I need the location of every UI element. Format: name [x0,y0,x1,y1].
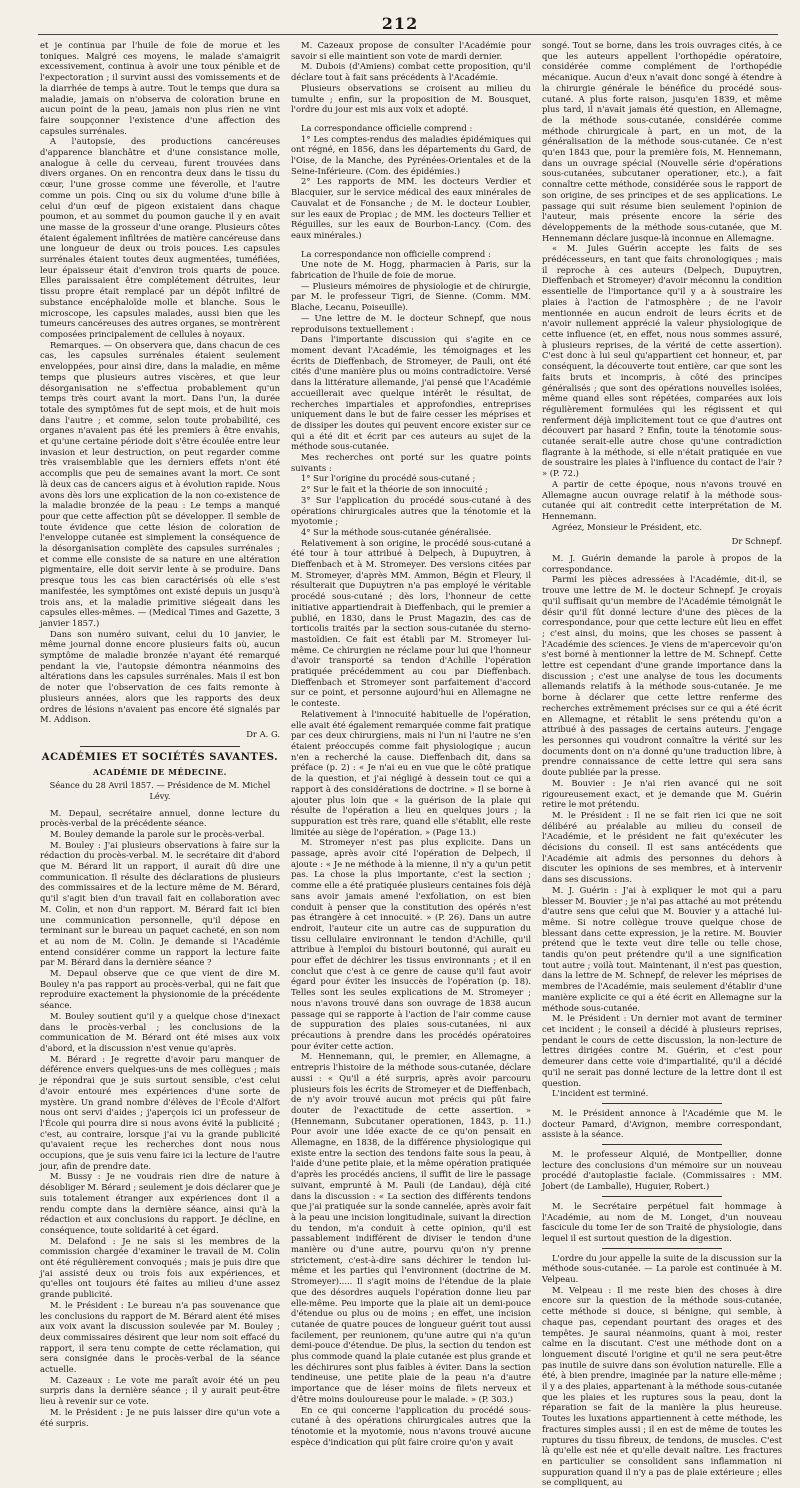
paragraph: Dans l'importante discussion qui s'agite en ce moment devant l'Académie, les témoignages et les écrits de Dieffenbach, de Stromeyer, de Pauli, ont été cités d'une manière plus ou moins contradictoire. Versé dans la littérature allemande, j'ai pensé que l'Académie accueillerait avec quelque intérêt le résultat, de recherches impartiales et approfondies, entreprises uniquement dans le but de faire cesser les méprises et de dissiper les doutes qui peuvent encore exister sur ce qui a été dit et écrit par ces auteurs au sujet de la méthode sous-cutanée. [291,334,531,452]
spacer [291,115,531,123]
minutes-paragraph: M. Cazeaux : Le vote me paraît avoir été un peu surpris dans la dernière séance ; il y aurait peut-être lieu à revenir sur ce vote. [40,1374,280,1407]
paragraph: Agréez, Monsieur le Président, etc. [552,521,703,532]
divider [602,1103,722,1104]
session-line: Séance du 28 Avril 1857. — Présidence de M. Michel Lévy. [49,780,271,801]
paragraph: M. Bouvier : Je n'ai rien avancé qui ne soit rigoureusement exact, et je demande que M. Guérin retire le mot prétendu. [542,777,782,810]
paragraph: M. le Président annonce à l'Académie que M. le docteur Pamard, d'Avignon, membre correspondant, assiste à la séance. [542,1107,782,1140]
minutes-paragraph: M. le Président : Je ne puis laisser dire qu'un vote a été surpris. [40,1406,280,1428]
paragraph: M. J. Guérin : J'ai à expliquer le mot qui a paru blesser M. Bouvier ; je n'ai pas attaché au mot prétendu d'autre sens que celui que M. Bouvier y a attaché lui-même. Si notre collègue trouve quelque chose de blessant dans cette expression, je la retire. M. Bouvier prétend que le texte veut dire telle ou telle chose, tandis qu'on peut prétendre qu'il a une signification tout autre ; voilà tout. Maintenant, il n'est pas question, dans la lettre de M. Schnepf, de relever les méprises de membres de l'Académie, mais seulement d'établir d'une manière explicite ce qui a été écrit en Allemagne sur la méthode sous-cutanée. [542,884,782,1013]
minutes-paragraph: M. le Président : Le bureau n'a pas souvenance que les conclusions du rapport de M. Bérard aient été mises aux voix avant la discussion soulevée par M. Bouley ; deux commissaires désirent que leur nom soit effacé du rapport, il sera tenu compte de cette réclamation, qui sera consignée dans le procès-verbal de la séance actuelle. [40,1299,280,1375]
paragraph: Parmi les pièces adressées à l'Académie, dit-il, se trouve une lettre de M. le docteur Schnepf. Je croyais qu'il suffisait qu'un membre de l'Académie témoignât le désir qu'il fût donné lecture d'une des pièces de la correspondance, pour que cette lecture eût lieu en effet ; c'est ainsi, du moins, que les choses se passent à l'Académie des sciences. Je viens de m'apercevoir qu'on s'est borné à mentionner la lettre de M. Schnepf. Cette lettre est cependant d'une grande importance dans la discussion ; c'est une analyse de tous les documents allemands relatifs à la méthode sous-cutanée. Je me borne à déclarer que cette lettre renferme des recherches extrêmement précises sur ce qui a été écrit en Allemagne, et rétablit le sens prétendu qu'on a attribué à des passages de certains auteurs. J'engage les personnes qui voudront connaître la vérité sur les documents dont on n'a donné qu'une traduction libre, à prendre connaissance de cette lettre qui sera sans doute publiée par la presse. [542,574,782,778]
paragraph: « M. Jules Guérin accepte les faits de ses prédécesseurs, en tant que faits chronologiques ; mais il reproche à ces auteurs (Delpech, Dupuytren, Dieffenbach et Stromeyer) d'avoir méconnu la condition essentielle de l'importance qu'il y a à soustraire les plaies à l'action de l'atmosphère ; de ne l'avoir mentionnée en aucun endroit de leurs écrits et de n'avoir nullement apprécié la valeur physiologique de cette influence (et, en effet, nous nous sommes assuré, à plusieurs reprises, de la vérité de cette assertion). C'est donc à lui seul qu'appartient cet honneur, et, par conséquent, la découverte tout entière, car que sont les faits bruts et incompris, à côté des principes généralisés ; que sont des opérations nouvelles isolées, même quand elles sont répétées, comparées aux lois régulièrement formulées qui les régissent et qui renferment déjà implicitement tout ce que d'autres ont découvert par hasard ? Enfin, toute la ténotomie sous-cutanée serait-elle autre chose qu'une contradiction flagrante à la méthode, si elle n'était pratiquée en vue de soustraire les plaies à l'influence du contact de l'air ? » (P. 72.) [542,243,782,479]
spacer [291,241,531,249]
paragraph: A partir de cette époque, nous n'avons trouvé en Allemagne aucun ouvrage relatif à la méthode sous-cutanée qui ait contredit cette interprétation de M. Hennemann. [542,478,782,521]
column-2 [291,40,532,1447]
paragraph: — Une lettre de M. le docteur Schnepf, que nous reproduisons textuellement : [291,312,531,334]
paragraph: songé. Tout se borne, dans les trois ouvrages cités, à ce que les auteurs appellent l'orthopédie opératoire, considérée comme complément de l'orthopédie mécanique. Aucun d'eux n'avait donc songé à étendre à la chirurgie générale le bénéfice du procédé sous-cutané. A plus forte raison, jusqu'en 1839, et même plus tard, il n'avait jamais été question, en Allemagne, de la méthode sous-cutanée, considérée comme méthode chirurgicale à part, en un mot, de la généralisation de la méthode sous-cutanée. Ce n'est qu'en 1843 que, pour la première fois, M. Hennemann, dans un ouvrage spécial (Nouvelle série d'opérations sous-cutanées, subcutaner operationer, etc.), a fait connaître cette méthode, considérée sous le rapport de son origine, de ses principes et de ses applications. Le passage qui suit résume bien seulement l'opinion de l'auteur, mais présente encore la série des développements de la méthode sous-cutanée, que M. Hennemann déclare jusque-là inconnue en Allemagne. [542,40,782,243]
paragraph: M. le professeur Alquié, de Montpellier, donne lecture des conclusions d'un mémoire sur un nouveau procédé d'autoplastie faciale. (Commissaires : MM. Jobert (de Lamballe), Huguier, Robert.) [542,1149,782,1192]
minutes-paragraph: M. Bussy : Je ne voudrais rien dire de nature à désobliger M. Bérard ; seulement je dois déclarer que je suis totalement étranger aux expériences dont il a rendu compte dans la dernière séance, ainsi qu'à la rédaction et aux conclusions du rapport. Je décline, en conséquence, toute solidarité à cet égard. [40,1171,280,1235]
paragraph: 1° Les comptes-rendus des maladies épidémiques qui ont régné, en 1856, dans les départements du Gard, de l'Oise, de la Manche, des Pyrénées-Orientales et de la Seine-Inférieure. (Com. des épidémies.) [291,133,531,176]
paragraph: La correspondance non officielle comprend : [301,248,491,259]
paragraph: La correspondance officielle comprend : [301,122,473,133]
subsection-title: ACADÉMIE DE MÉDECINE. [93,767,227,778]
paragraph: Relativement à l'innocuité habituelle de l'opération, elle avait été également remarquée comme fait pratique par ces deux chirurgiens, mais ni l'un ni l'autre ne s'en étaient préoccupés comme fait physiologique ; aucun n'en a recherché la cause. Dieffenbach dit, dans sa préface (p. 2) : « Je n'ai eu en vue que le côté pratique de la question, et j'ai négligé à dessein tout ce qui a rapport à des considérations de doctrine. » Il se borne à ajouter plus loin que « la guérison de la plaie qui résulte de l'opération a lieu en quelques jours ; la suppuration est très rare, quand elle s'établit, elle reste limitée au siège de l'opération. » (Page 13.) [291,708,531,837]
minutes-paragraph: M. Delafond : Je ne sais si les membres de la commission chargée d'examiner le travail de M. Colin ont été régulièrement convoqués ; mais je puis dire que j'ai assisté deux ou trois fois aux expériences, et qu'elles ont toujours été faites au milieu d'une assez grande publicité. [40,1235,280,1300]
section-title: ACADÉMIES ET SOCIÉTÉS SAVANTES. [41,751,279,763]
paragraph: L'ordre du jour appelle la suite de la discussion sur la méthode sous-cutanée. — La parole est continuée à M. Velpeau. [542,1252,782,1285]
header-rule [38,34,778,35]
paragraph: Relativement à son origine, le procédé sous-cutané a été tour à tour attribué à Delpech, à Dupuytren, à Dieffenbach et à M. Stromeyer. Des versions citées par M. Stromeyer, d'après MM. Ammon, Bégin et Fleury, il résulterait que Dupuytren n'a pas employé le véritable procédé sous-cutané ; dès lors, l'honneur de cette initiative appartiendrait à Dieffenbach, qui le premier a publié, en 1830, dans le Prust Magazin, des cas de torticolis traités par la section sous-cutanée du sterno-mastoïdien. Ce fait est établi par M. Stromeyer lui-même. Ce chirurgien ne réclame pour lui que l'honneur d'avoir transporté sa tendon d'Achille l'opération pratiquée précédemment au cou par Dieffenbach. Dieffenbach et Stromeyer sont parfaitement d'accord sur ce point, et personne aujourd'hui en Allemagne ne le conteste. [291,537,531,709]
list-item: 2° Sur le fait et la théorie de son innocuité ; [301,484,488,495]
paragraph: Une note de M. Hogg, pharmacien à Paris, sur la fabrication de l'huile de foie de morue. [291,259,531,281]
paragraph: L'incident est terminé. [552,1088,649,1099]
paragraph: Dans son numéro suivant, celui du 10 janvier, le même journal donne encore plusieurs faits où, aucun symptôme de maladie bronzée n'ayant été remarqué pendant la vie, l'autopsie démontra néanmoins des altérations dans les capsules surrénales. Mais il est bon de noter que l'observation de ces faits remonte à plusieurs années, alors que les rapports des deux ordres de lésions n'avaient pas encore été signalés par M. Addison. [40,628,280,725]
divider [602,1196,722,1197]
paragraph: M. le Secrétaire perpétuel fait hommage à l'Académie, au nom de M. Longet, d'un nouveau fascicule du tome Ier de son Traité de physiologie, dans lequel il est surtout question de la digestion. [542,1200,782,1243]
minutes-paragraph: M. Depaul observe que ce que vient de dire M. Bouley n'a pas rapport au procès-verbal, qui ne fait que reproduire exactement la physionomie de la précédente séance. [40,968,280,1011]
letter-signature: Dr Schnepf. [731,536,782,547]
paragraph: — Plusieurs mémoires de physiologie et de chirurgie, par M. le professeur Tigri, de Sienne. (Comm. MM. Blache, Lecanu, Poiseuille). [291,280,531,313]
paragraph: A l'autopsie, des productions cancéreuses d'apparence blanchâtre et d'une consistance molle, analogue à celle du cerveau, furent trouvées dans divers organes. On en rencontra deux dans le tissu du cœur, l'une grosse comme une féverolle, et l'autre comme un pois. Cinq ou six du volume d'une bille à celui d'un œuf de pigeon existaient dans chaque poumon, et au sommet du poumon gauche il y en avait une masse de la grosseur d'une orange. Plusieurs côtes étaient également infiltrées de matière cancéreuse dans une longueur de deux ou trois pouces. Les capsules surrénales étaient toutes deux augmentées, tuméfiées, leur épaisseur était d'environ trois quarts de pouce. Elles paraissaient être complétement détruites, leur tissu propre était remplacé par un dépôt infiltré de substance encéphaloïde molle et blanche. Sous le microscope, les capsules malades, aussi bien que les tumeurs cancéreuses des autres organes, se montrèrent composées principalement de cellules à noyaux. [40,136,280,339]
paragraph: et je continua par l'huile de foie de morue et les toniques. Malgré ces moyens, le malade s'amaigrit excessivement, continua à avoir une toux pénible et de l'expectoration ; il survint aussi des vomissements et de la diarrhée de temps à autre. Tout le temps que dura sa maladie, jamais on n'observa de coloration brune en aucun point de la peau, jamais non plus rien ne vint faire soupçonner l'existence d'une affection des capsules surrénales. [40,40,280,136]
column-3 [542,40,782,1488]
paragraph: M. le Président : Il ne se fait rien ici que ne soit délibéré au préalable au milieu du conseil de l'Académie, et le président ne fait qu'exécuter les décisions du conseil. Il est sans antécédents que l'Académie ait admis des personnes du dehors à discuter les opinions de ses membres, et à intervenir dans ses discussions. [542,809,782,885]
paragraph: 2° Les rapports de MM. les docteurs Verdier et Blacquier, sur le service médical des eaux minérales de Cauvalat et de Fonsanche ; de M. le docteur Loubier, sur les eaux de Propiac ; de MM. les docteurs Tellier et Réguilles, sur les eaux de Bourbon-Lancy. (Com. des eaux minérales.) [291,176,531,240]
section-divider [80,746,240,747]
minutes-paragraph: M. Depaul, secrétaire annuel, donne lecture du procès-verbal de la précédente séance. [40,807,280,829]
paragraph: M. Dubois (d'Amiens) combat cette proposition, qu'il déclare tout à fait sans précédents à l'Académie. [291,61,531,83]
list-item: 4° Sur la méthode sous-cutanée généralisée. [301,526,492,537]
divider [602,1248,722,1249]
minutes-paragraph: M. Bouley demande la parole sur le procès-verbal. [50,828,265,839]
page-number: 212 [381,14,419,33]
column-1 [40,40,280,1428]
paragraph: M. Hennemann, qui, le premier, en Allemagne, a entrepris l'histoire de la méthode sous-cutanée, déclare aussi : « Qu'il a été surpris, après avoir parcouru plusieurs fois les écrits de Stromeyer et de Dieffenbach, de n'y avoir trouvé aucun mot précis qui pût faire douter de l'exactitude de cette assertion. » (Hennemann, Subcutaner operationen, 1843, p. 11.) Pour avoir une idée exacte de ce qu'on pensait en Allemagne, en 1838, de la différence physiologique qui existe entre la section des tendons faite sous la peau, à l'aide d'une petite plaie, et la même opération pratiquée d'après les procédés anciens, il suffit de lire le passage suivant, emprunté à M. Pauli (de Landau), déjà cité dans la discussion : « La section des différents tendons que j'ai pratiquée sur la sonde cannelée, après avoir fait à la peau une incision longitudinale, suivant la direction du tendon, m'a conduit à cette opinion, qu'il est passablement indifférent de diviser le tendon d'une manière ou d'une autre, pourvu qu'on n'y prenne strictement, c'est-à-dire sans déchirer le tendon lui-même et les parties qui l'environnent (doctrine de M. Stromeyer)..... Il s'agit moins de l'étendue de la plaie que des désordres auquels l'opération donne lieu par elle-même. Peu importe que la plaie ait un demi-pouce d'étendue ou plus ou de moins ; en effet, une incision cutanée de quatre pouces de longueur guérit tout aussi facilement, per reunionem, qu'une autre qui n'a qu'un demi-pouce d'étendue. De plus, la section du tendon est plus commode quand la plaie cutanée est plus grande et les déchirures sont plus faibles à éviter. Dans la section tendineuse, une petite plaie de la peau n'a d'autre importance que de léser moins de filets nerveux et d'être moins douloureuse pour le malade. » (P. 303.) [291,1051,532,1404]
minutes-paragraph: M. Bouley soutient qu'il y a quelque chose d'inexact dans le procès-verbal ; les conclusions de la communication de M. Bérard ont été mises aux voix d'abord, et la discussion n'est venue qu'après. [40,1010,280,1053]
list-item: 1° Sur l'origine du procédé sous-cutané ; [301,473,476,484]
paragraph: Remarques. — On observera que, dans chacun de ces cas, les capsules surrénales étaient seulement enveloppées, pour ainsi dire, dans la maladie, en même temps que plusieurs autres viscères, et que leur désorganisation ne s'effectua probablement qu'un temps très court avant la mort. Dans l'un, la durée totale des symptômes fut de sept mois, et de huit mois dans l'autre ; et comme, selon toute probabilité, ces organes n'avaient pas été les premiers à être envahis, et qu'une certaine période doit s'être écoulée entre leur invasion et leur destruction, on peut regarder comme très vraisemblable que les derniers effets n'ont été accomplis que peu de semaines avant la mort. Ce sont là deux cas de cancers aigus et à évolution rapide. Nous avons dès lors une explication de la non co-existence de la maladie bronzée de la peau : Le temps a manqué pour que cette affection pût se développer. Il semble de toute évidence que cette lésion de coloration de l'enveloppe cutanée est simplement la conséquence de la désorganisation complète des capsules surrénales ; et comme elle consiste de sa nature en une altération pigmentaire, elle doit servir lente à se produire. Dans presque tous les cas bien caractérisés où elle s'est manifestée, les symptômes ont existé depuis un jusqu'à trois ans, et la maladie primitive siégeait dans les capsules elles-mêmes. — (Medical Times and Gazette, 3 janvier 1857.) [40,339,280,628]
article-signature: Dr A. G. [246,729,280,739]
paragraph: M. Cazeaux propose de consulter l'Académie pour savoir si elle maintient son vote de mardi dernier. [291,40,531,61]
paragraph: M. Stromeyer n'est pas plus explicite. Dans un passage, après avoir cité l'opération de Delpech, il ajoute : « Je ne méthode à la mienne, il n'y a qu'un petit pas. La chose la plus importante, c'est la section ; comme elle a été pratiquée plusieurs centaines fois déjà sans avoir jamais amené l'exfoliation, on est bien conduit à penser que la constitution des opérés n'est pas étrangère à cet innocuité. » (P. 26). Dans un autre endroit, l'auteur cite un autre cas de suppuration du tissu cellulaire environnant le tendon d'Achille, qu'il attribue à l'emploi du bistouri boutonné, qui aurait eu pour effet de déchirer les tissus environnants ; et il en conclut que c'est à ce genre de cause qu'il faut avoir égard pour éviter les insuccès de l'opération (p. 18). Telles sont les seules explications de M. Stromeyer ; nous n'avons trouvé dans son ouvrage de 1838 aucun passage qui se rapporte à l'action de l'air comme cause de suppuration des plaies sous-cutanées, ni aux précautions à prendre dans les procédés opératoires pour éviter cette action. [291,837,531,1051]
divider [602,1144,722,1145]
paragraph: Plusieurs observations se croisent au milieu du tumulte ; enfin, sur la proposition de M. Bousquet, l'ordre du jour est mis aux voix et adopté. [291,82,531,115]
list-item: 3° Sur l'application du procédé sous-cutané à des opérations chirurgicales autres que la ténotomie et la myotomie ; [291,494,531,527]
minutes-paragraph: M. Bérard : Je regrette d'avoir paru manquer de déférence envers quelques-uns de mes collègues ; mais je répondrai que je suis surtout sensible, c'est celui d'avoir entouré mes expériences d'une sorte de mystère. Un grand nombre d'élèves de l'École d'Alfort nous ont servi d'aides ; j'aperçois ici un professeur de l'École qui pourra dire si nous avons évité la publicité ; c'est, au contraire, lorsque j'ai vu la grande publicité qu'avaient reçue les recherches dont nous nous occupions, que je suis venu faire ici la lecture de l'autre jour, afin de prendre date. [40,1053,280,1171]
minutes-paragraph: M. Bouley : J'ai plusieurs observations à faire sur la rédaction du procès-verbal. M. le secrétaire dit d'abord que M. Bérard lit un rapport, il aurait dû dire une communication. Il résulte des déclarations de plusieurs des commissaires et de la lecture même de M. Bérard, qu'il s'agit bien d'un travail fait en collaboration avec M. Colin, et non d'un rapport. M. Bérard fait ici bien une communication personnelle, qu'il dépose en terminant sur le bureau un paquet cacheté, en son nom et au nom de M. Colin. Je demande si l'Académie entend considérer comme un rapport la lecture faite par M. Bérard dans la dernière séance ? [40,839,280,968]
paragraph: En ce qui concerne l'application du procédé sous-cutané à des opérations chirurgicales autres que la ténotomie et la myotomie, nous n'avons trouvé aucune espèce d'indication qui pût faire croire qu'on y avait [291,1404,531,1447]
paragraph: M. J. Guérin demande la parole à propos de la correspondance. [542,553,782,574]
paragraph: M. Velpeau : Il me reste bien des choses à dire encore sur la question de la méthode sous-cutanée, cette méthode si douce, si bénigne, qui semble, à chaque pas, cependant pourtant des orages et des tempêtes. Je saurai néanmoins, quant à moi, rester calme en la discutant. C'est une méthode dont on a longuement discuté l'origine et qu'il ne sera peut-être pas inutile de suivre dans son évolution naturelle. Elle a été, à bien prendre, imaginée par la nature elle-même ; il y a des plaies, appartenant à la méthode sous-cutanée que les plaies et les ruptures sous la peau, dont la réparation se fait de la manière la plus heureuse. Toutes les luxations appartiennent à cette méthode, les fractures simples aussi ; il en est de même de toutes les ruptures du tissu fibreux, de tendons, de muscles. C'est là qu'elle est née et qu'elle devait naître. Les fractures en particulier se consolident sans inflammation ni suppuration quand il n'y a pas de plaie extérieure ; elles se compliquent, au [542,1284,782,1488]
paragraph: Mes recherches ont porté sur les quatre points suivants : [291,452,531,473]
paragraph: M. le Président : Un dernier mot avant de terminer cet incident ; le conseil a décidé à plusieurs reprises, pendant le cours de cette discussion, la non-lecture de lettres dirigées contre M. Guérin, et c'est pour demeurer dans cette voie d'impartialité, qu'il a décidé qu'il ne serait pas donné lecture de la lettre dont il est question. [542,1013,782,1088]
